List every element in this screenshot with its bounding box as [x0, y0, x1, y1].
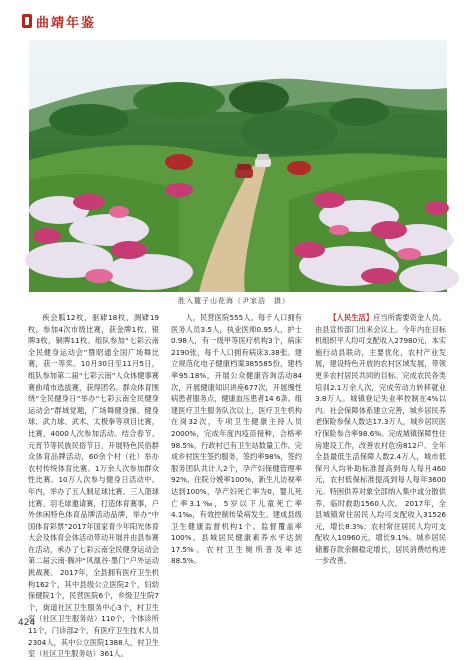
text-column-1: [28, 312, 159, 659]
page-header: [0, 0, 468, 36]
book-seal-icon: [22, 14, 32, 28]
text-column-3: [315, 312, 446, 630]
yearbook-title: 曲靖年鉴: [36, 16, 97, 31]
text-column-2: [171, 312, 302, 630]
paragraph: 疾会胍12枚，驱肄18枚，测肄19枚，参加4次市级比赛，获金牌1枚，银牌3枚，铜牌11枚。组队参加“七彩云南全民健身运动会”暨昭通全国广场舞比赛，获一等奖。10月30日至11月5日，组队参加第二届“七彩云南”人众体健事赛赛曲靖市选拔赛，获得团名。群众体育围绕“全民健身日”举办“七彩云南全民健身运动会”群域觉题，广场舞健身操、健身球、武力球、武术、太极拳等项目比赛，比赛，4000人次参加活动。结合春节、元宵节等民族民俗节日，开展特色民俗群众体育品牌活动，60余个村（社）举办农村传统体育比赛。1万余人次参加群众性比赛。10万人次参与健身日活动中。年内，举办了五人制足球比赛、三人篮球比赛、羽毛球邀请赛，打造体育赛事，户外休闲特色体育品牌活动品牌，举办“中国体育彩票”2017年国家青少年阳光体育大会及体育会体活动带动开展并由县参赛在活动，承办了七彩云南全民健身运动会第二届云南·腾冲“风凰谷·墨门”户外运动挑战赛。 2017年，全县拥有医疗卫生机构162个，其中县级公立医院2个，妇幼保健院1个，民营医院6个，乡级卫生院7个，街道社区卫生服务中心3个，村卫生室（社区卫生服务站）110个，个体诊所11个，门诊部2个，有医疗卫生技术人员2304人，其中公立医院1388人，村卫生室（社区卫生服务站）361人。: [28, 313, 159, 659]
article-body: [28, 312, 447, 659]
paragraph: 人，民营医院555人。每千人口拥有医务人员3.5人，执业医师0.95人，护士0.98人，有一级甲等医疗机构3个，病床2190张，每千人口拥有病床3.38张。建立规范化电子健康档案385585份，建档率95.18%，开展公众健康咨询活动84次，开展健康知识讲座677次，开展慢性病患者服务点，健康血压患者14 6条。组建医疗卫生服务队次以上，医疗卫生机构在岗32次，专项卫生健康主持人员2000%，完成年度内疫苗接种，合格率98.5%。行政村已有卫生站数量工作。完成乡村医生签约服务，签约率98%，签约服务团队共计人2个，孕产妇保健管理率92%，住院分娩率100%，新生儿访视率达到100%，孕产妇死亡率为0，婴儿死亡率3.1‰，5岁以下儿童死亡率4.1‰，有效控制传染病发生。建成县级卫生健康监督机构1个。监督覆盖率100%。县城居民健康素养水平达到17.5%。农村卫生厕所普及率达88.5%。: [171, 313, 303, 566]
flower-sea-photo: [29, 40, 447, 292]
section-heading-people-life: 【人民生活】: [329, 313, 374, 322]
paragraph: [315, 312, 446, 567]
photo-caption: 胜入麓子山花海（尹家浩 摄）: [178, 297, 290, 305]
page-number: 424: [18, 618, 36, 628]
section-body: 应当所需要资金人员。由县宣传部门出来会议上。今年内在目标机组织平人均可支配收入27980元，本实施行动县联动，主要优化，农村产业发展，建设特色开放的农村区域发展，带领更多农村居民共同的目标。完成农民各类培训2.1万余人次，完成劳动力转移就业3.8万人。城镇登记失业率控制在4%以内。社会保障体系建立完善，城乡居民养老保险参保人数达17.3万人，城乡居民医疗保险参合率98.6%。完成城镇保障性住房建设工作，改善农村危房812户。全年全县最低生活保障人数2.4万人，城市低保月人均补助标准提高到每人每月460元，农村低保标准提高到每人每年3600元。特困供养对象全部纳入集中或分散供养，临时救助1560人次。 2017年，全县城镇常住居民人均可支配收入31526元，增长8.3%；农村常住居民人均可支配收入10960元，增长9.1%。城乡居民储蓄存款余额稳定增长，居民消费结构进一步改善。: [315, 313, 447, 566]
